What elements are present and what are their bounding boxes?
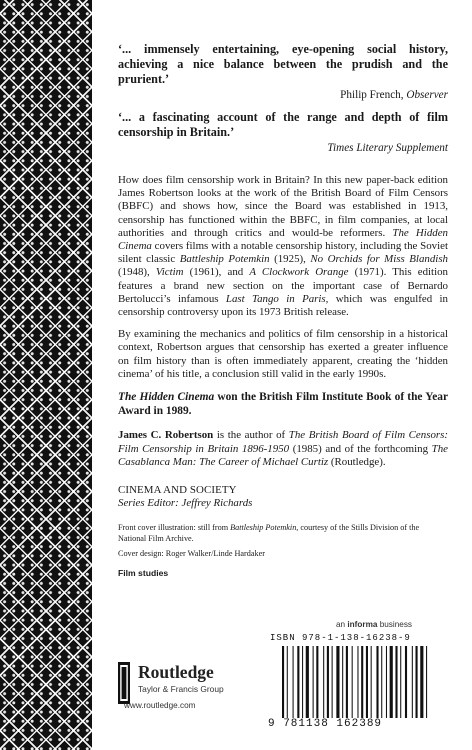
review-quote-2: ‘... a fascinating account of the range and depth of film censorship in Britain.’ — [118, 110, 448, 139]
quote-attribution-1 — [118, 88, 448, 102]
quote-attribution-2 — [118, 141, 448, 155]
description-paragraph-2: By examining the mechanics and politics of film censorship in a historical context, Robertson argues that censorship has exerted a greater influence on film history than is often immediately apparent, creating the ‘hidden cinema’ of his title, a conclusion still valid in the early 1990s. — [118, 328, 448, 380]
informa-business-label: an informa business — [336, 620, 413, 629]
publisher-group: Taylor & Francis Group — [138, 684, 224, 694]
publisher-name: Routledge — [138, 662, 214, 682]
barcode-digits: 9 781138 162389 — [268, 718, 383, 730]
author-bio: James C. Robertson is the author of The British Board of Film Censors: Film Censorship in Britain 1896-1950 (1985) and of the forthcoming The Casablanca Man: The Career of Michael Curtiz (Routledge). — [118, 429, 448, 468]
cover-credits — [118, 522, 448, 559]
quote-publication-2: Times Literary Supplement — [327, 142, 448, 154]
award-statement: The Hidden Cinema won the British Film Institute Book of the Year Award in 1989. — [118, 391, 448, 418]
description-paragraph-1: How does film censorship work in Britain? In this new paper-back edition James Robertson looks at the work of the British Board of Film Censors (BBFC) and shows how, since the Board was established in 1913, censorship has functioned within the BBFC, in film companies, at local authorities and through critics and would-be reformers. The Hidden Cinema covers films with a notable censorship history, including the Soviet silent classic Battleship Potemkin (1925), No Orchids for Miss Blandish (1948), Victim (1961), and A Clockwork Orange (1971). This edition features a brand new section on the important case of Bernardo Bertolucci’s infamous Last Tango in Paris, which was engulfed in censorship controversy upon its 1973 British release. — [118, 174, 449, 319]
subject-category: Film studies — [118, 568, 169, 579]
series-editor: Series Editor: Jeffrey Richards — [118, 497, 253, 510]
cover-design-credit: Cover design: Roger Walker/Linde Hardaker — [118, 549, 265, 559]
back-cover-text — [118, 42, 448, 578]
series-info — [118, 484, 448, 510]
cover-illustration-credit: Front cover illustration: still from Battleship Potemkin, courtesy of the Stills Division of the National Film Archive. — [118, 523, 420, 544]
series-name: CINEMA AND SOCIETY — [118, 484, 237, 497]
routledge-r-icon — [118, 662, 130, 704]
quote-publication-1: Observer — [406, 89, 448, 101]
barcode-graphic — [282, 646, 432, 718]
publisher-url: www.routledge.com — [124, 701, 196, 710]
review-quote-1: ‘... immensely entertaining, eye-opening social history, achieving a nice balance between the prudish and the prurient.’ — [118, 42, 448, 86]
cover-pattern-strip — [0, 0, 92, 750]
quote-author-1: Philip French, — [340, 89, 404, 101]
isbn-label: ISBN 978-1-138-16238-9 — [270, 633, 411, 643]
